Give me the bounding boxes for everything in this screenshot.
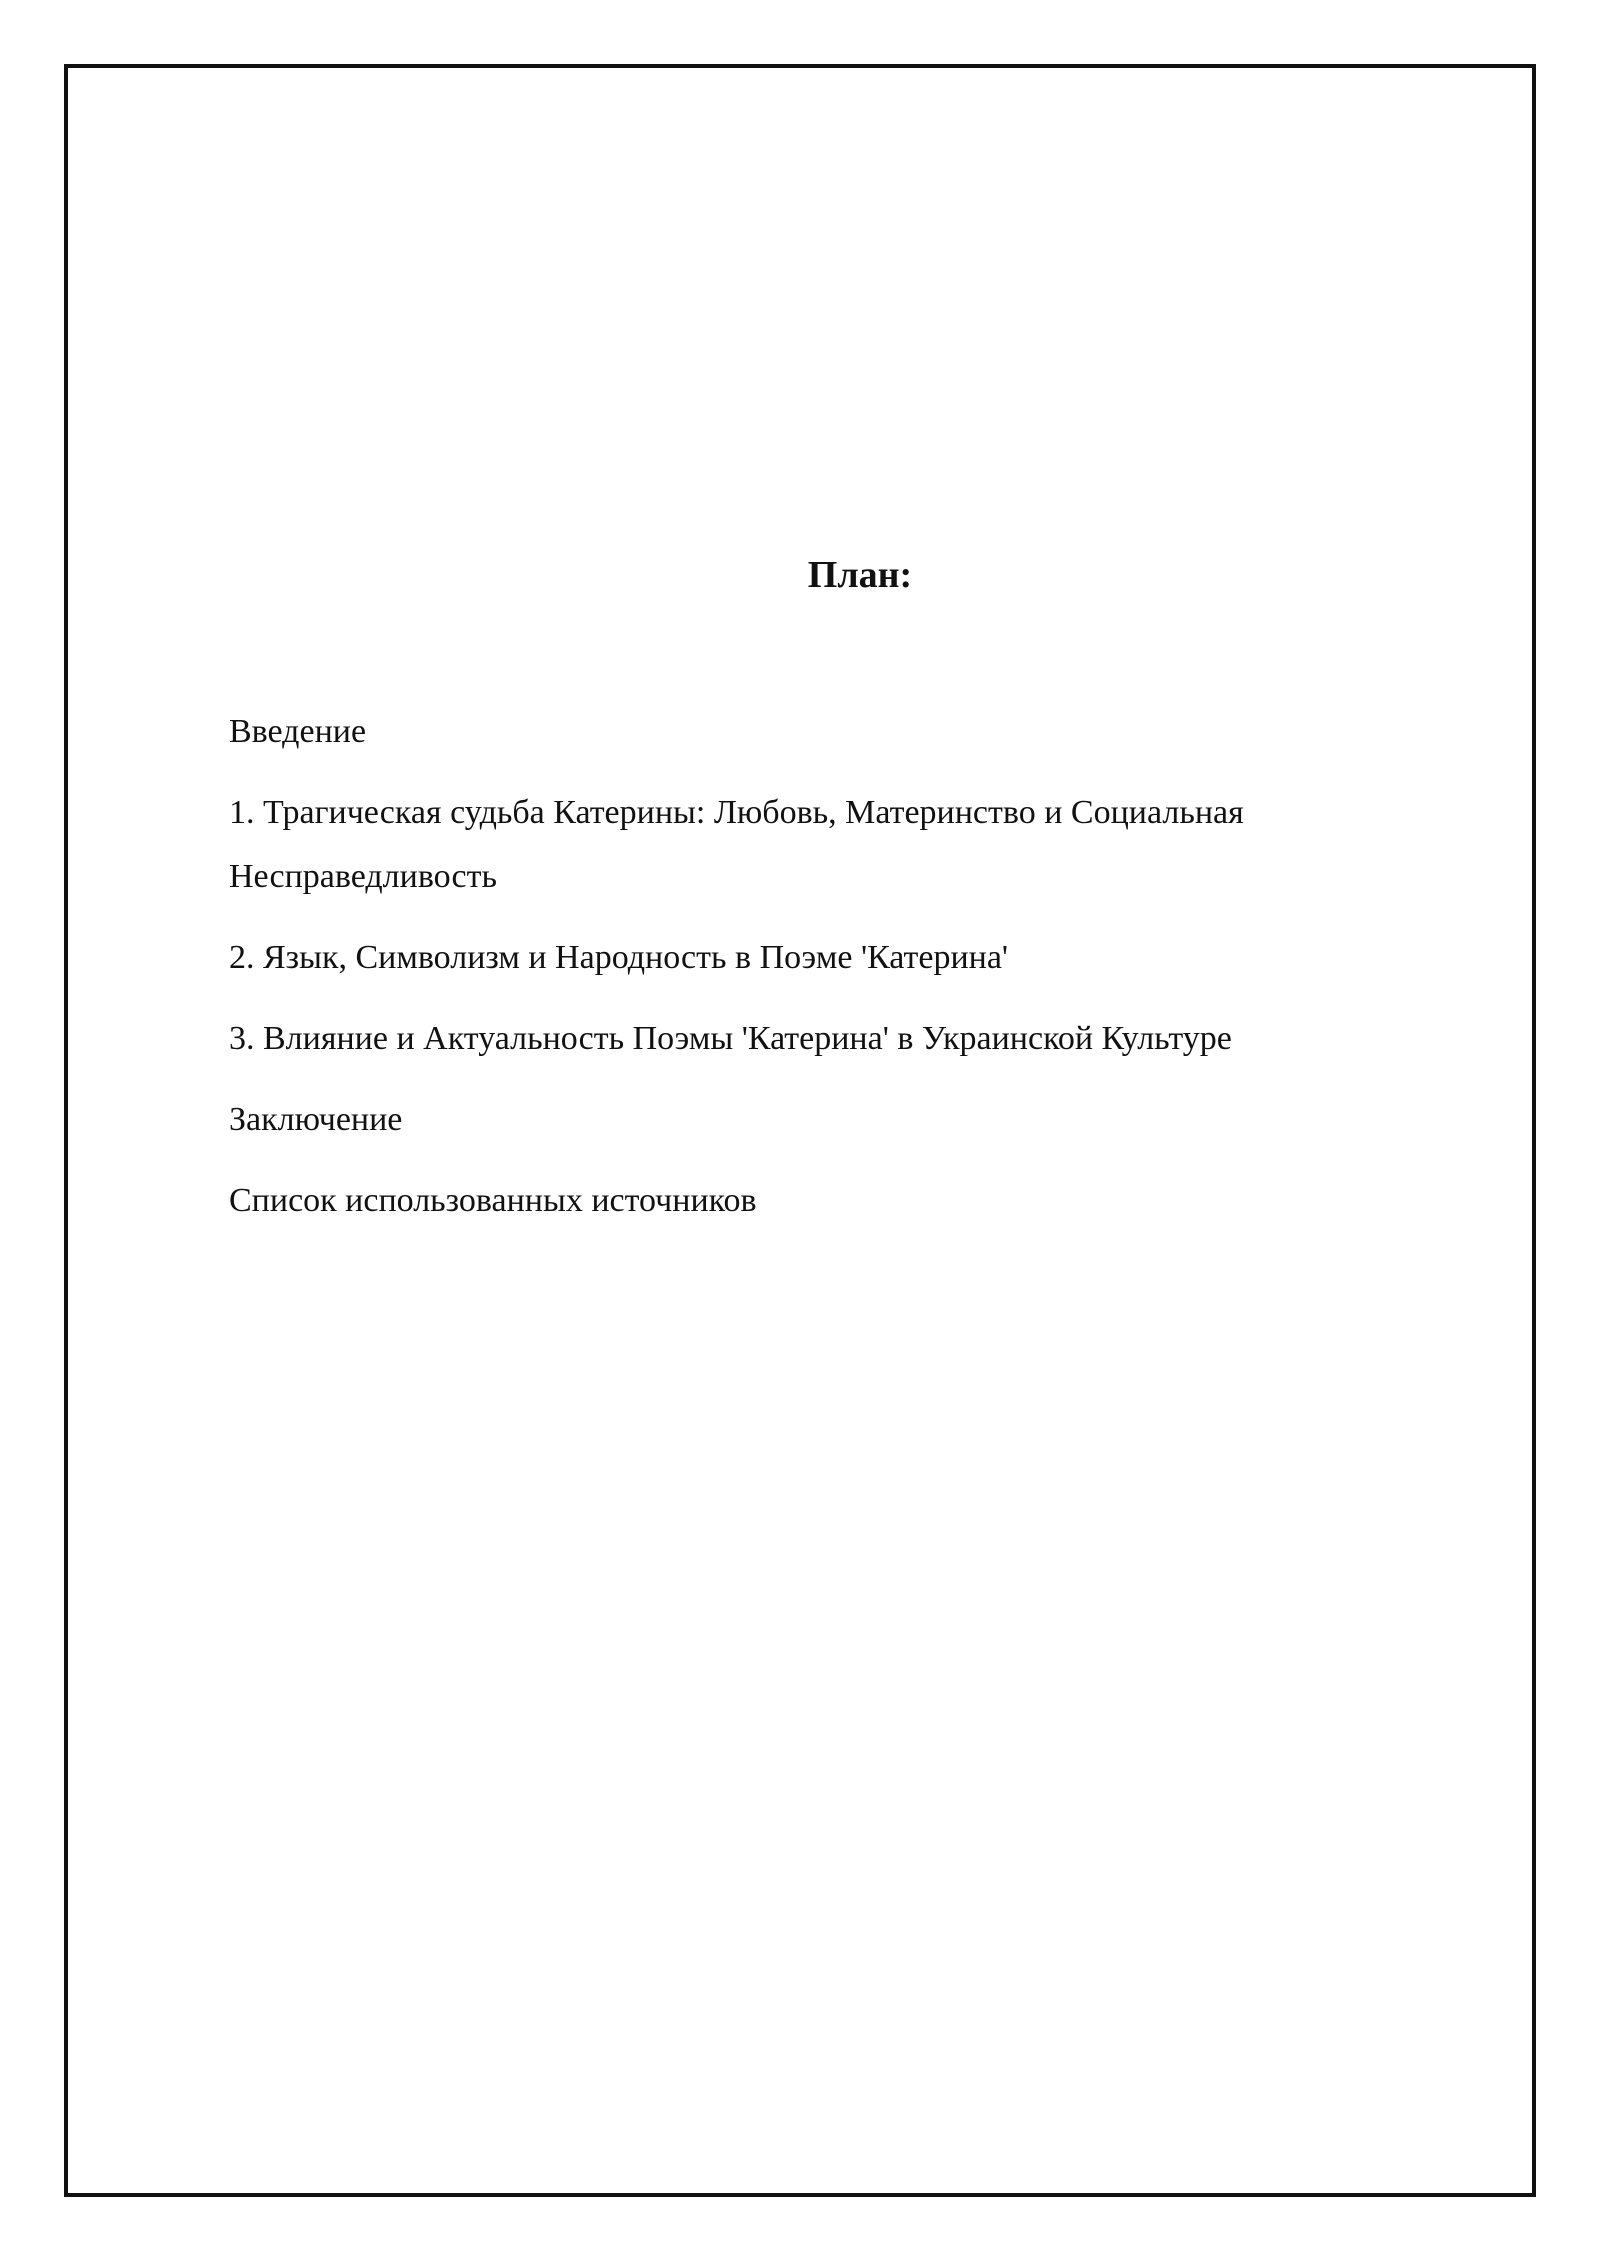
plan-item-chapter-2: 2. Язык, Символизм и Народность в Поэме 'Катерина' xyxy=(229,939,1009,976)
plan-item-introduction: Введение xyxy=(229,713,367,750)
plan-item-chapter-3: 3. Влияние и Актуальность Поэмы 'Катерина' в Украинской Культуре xyxy=(229,1020,1232,1057)
plan-item-chapter-1: 1. Трагическая судьба Катерины: Любовь, Материнство и Социальная Несправедливость xyxy=(229,794,1244,895)
plan-list xyxy=(229,700,1409,1250)
plan-item-conclusion: Заключение xyxy=(229,1101,403,1138)
plan-item-references: Список использованных источников xyxy=(229,1182,757,1219)
page-title: План: xyxy=(807,554,913,596)
